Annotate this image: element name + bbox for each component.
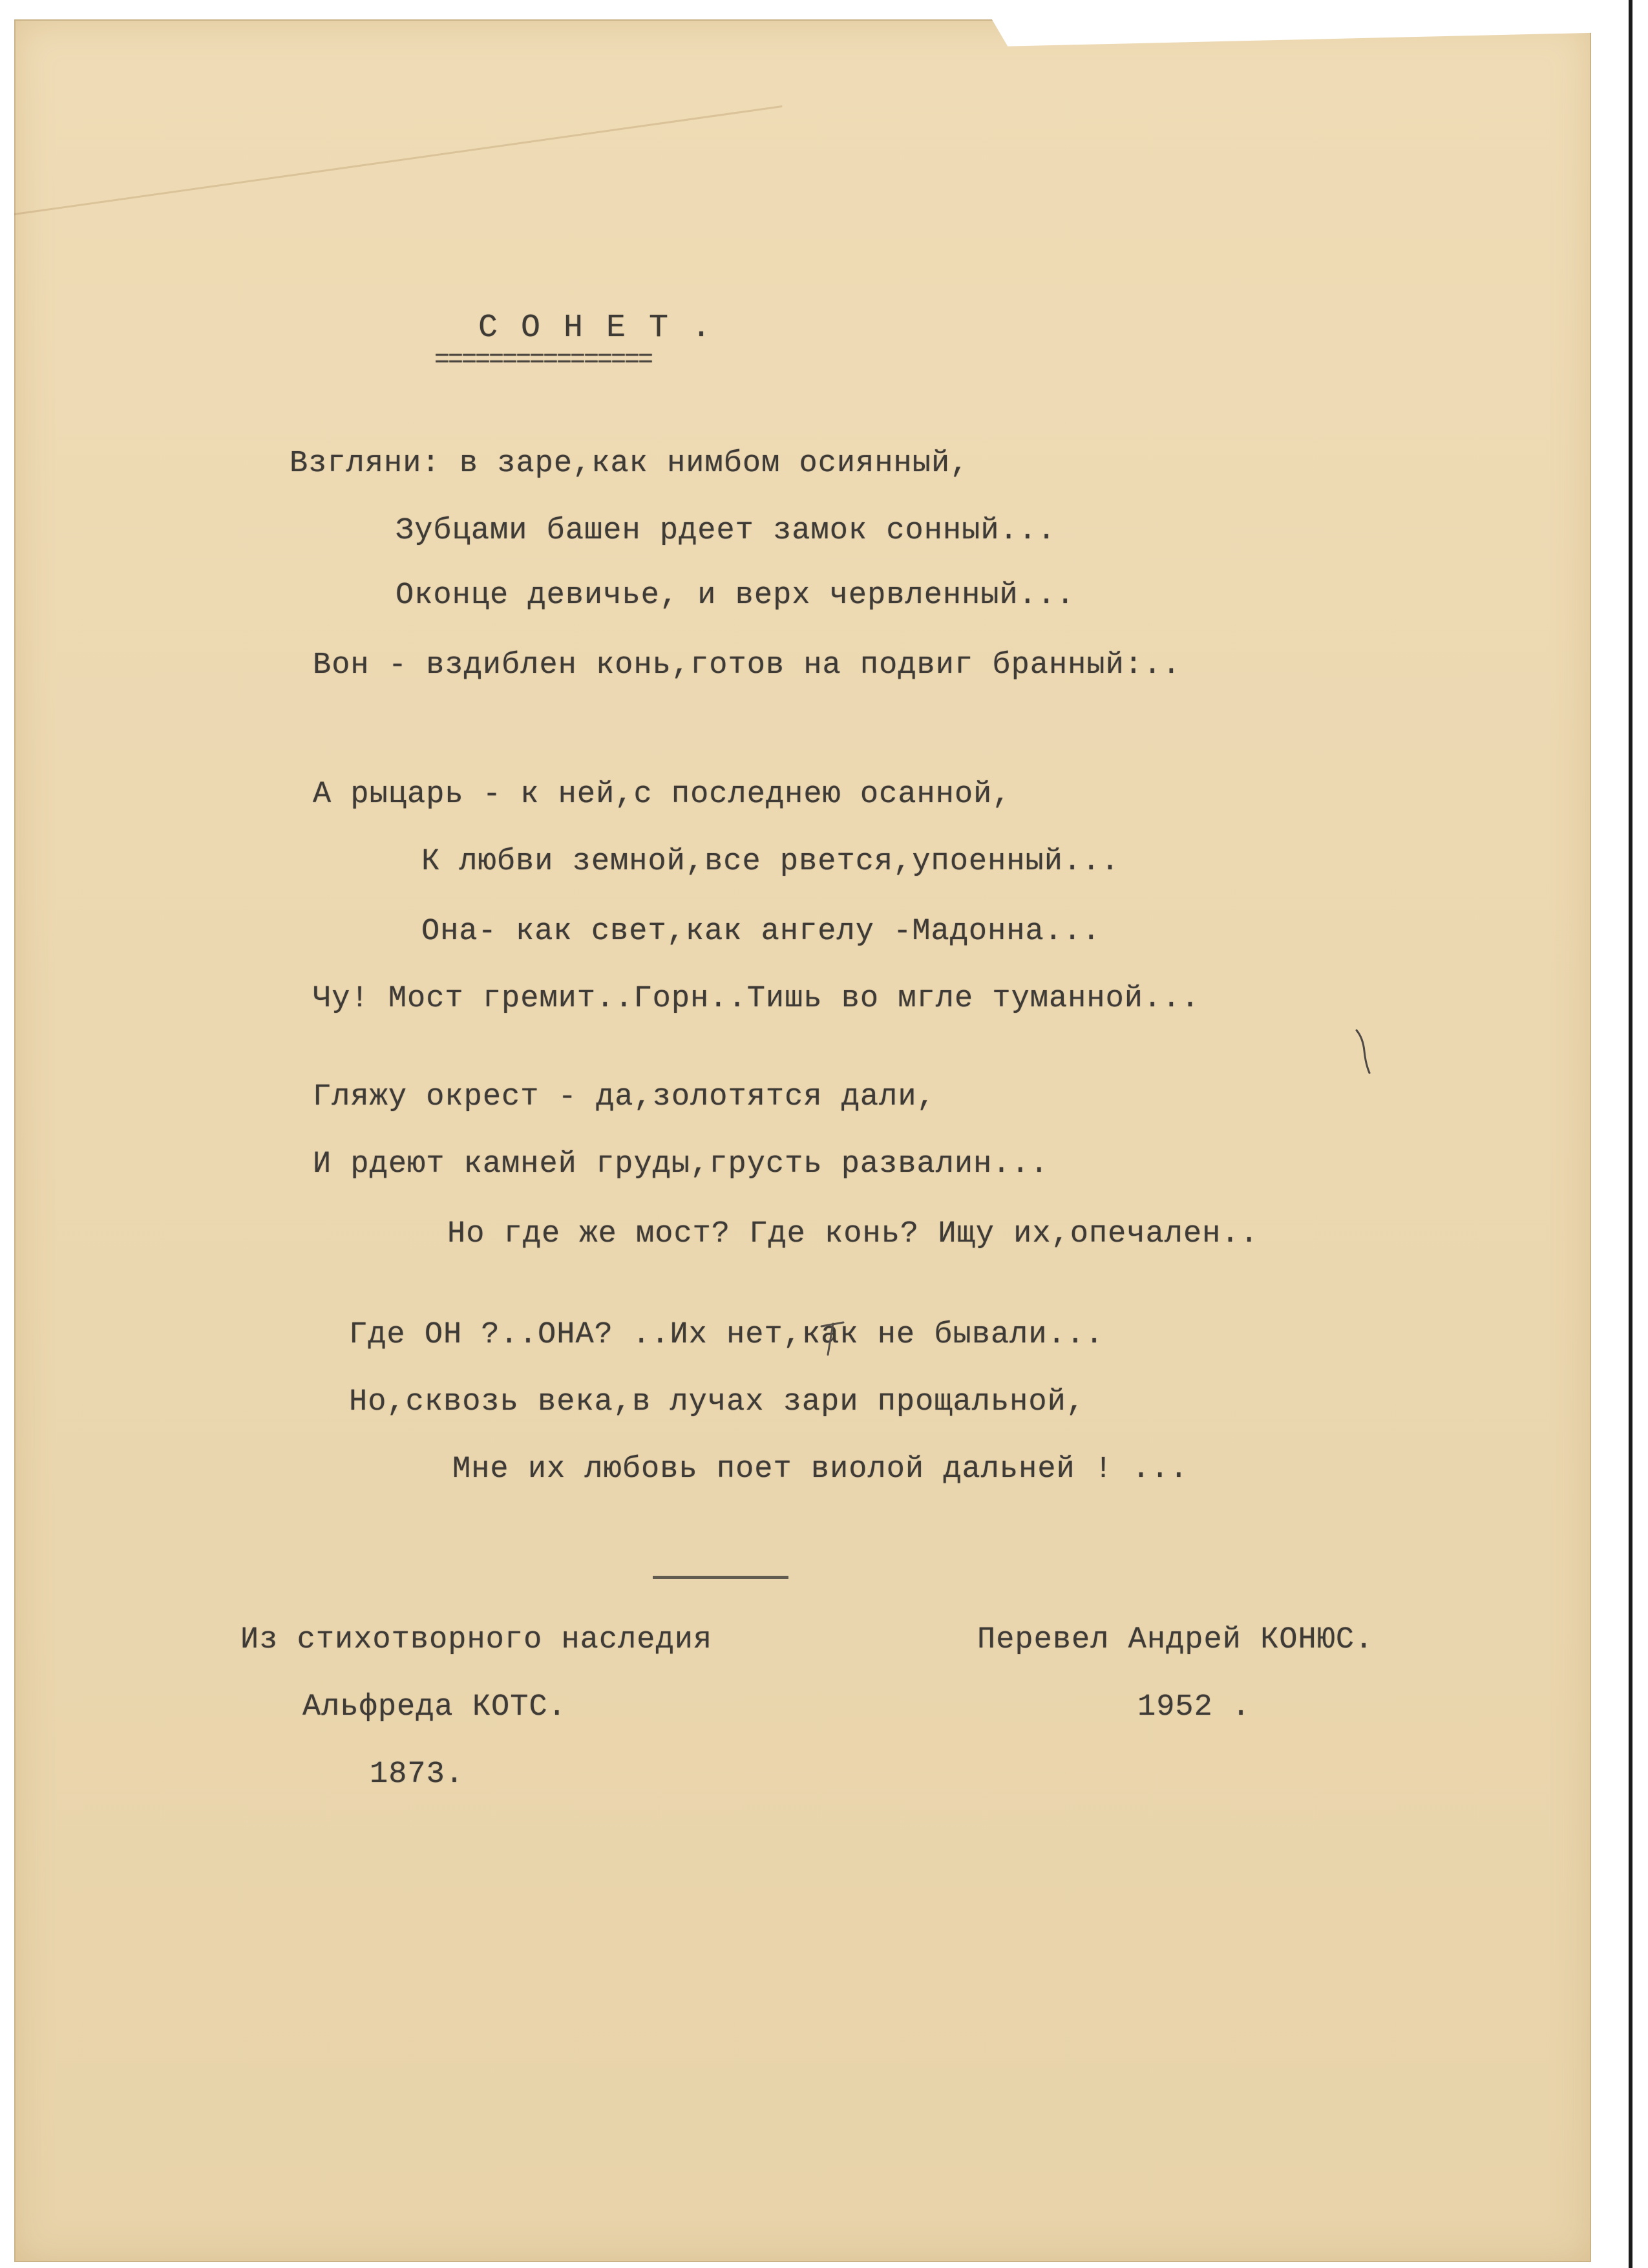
poem-line: И рдеют камней груды,грусть развалин... <box>313 1147 1049 1182</box>
poem-line: К любви земной,все рвется,упоенный... <box>421 845 1120 879</box>
poem-line: А рыцарь - к ней,с последнею осанной, <box>313 778 1011 812</box>
pencil-tick-mark <box>1354 1028 1373 1076</box>
author-name: Альфреда КОТС. <box>302 1690 567 1724</box>
poem-line: Но,сквозь века,в лучах зари прощальной, <box>349 1385 1085 1419</box>
poem-line: Зубцами башен рдеет замок сонный... <box>396 514 1057 548</box>
poem-line: Вон - вздиблен конь,готов на подвиг бранный:.. <box>313 648 1181 683</box>
poem-line: Но где же мост? Где конь? Ищу их,опечален.. <box>447 1217 1259 1251</box>
divider-line <box>653 1576 788 1579</box>
original-year: 1873. <box>370 1757 465 1792</box>
poem-line: Взгляни: в заре,как нимбом осиянный, <box>290 447 969 481</box>
translator-line: Перевел Андрей КОНЮС. <box>977 1623 1374 1657</box>
title-underline: ================ <box>434 346 652 375</box>
poem-title: С О Н Е Т . <box>478 310 713 346</box>
translation-year: 1952 . <box>1137 1690 1251 1724</box>
poem-line: Оконце девичье, и верх червленный... <box>396 578 1075 613</box>
poem-line: Где ОН ?..ОНА? ..Их нет,как не бывали... <box>349 1318 1104 1352</box>
paper-sheet <box>14 19 1591 2262</box>
poem-line: Чу! Мост гремит..Горн..Тишь во мгле туманной... <box>313 982 1200 1016</box>
scan-background <box>1596 0 1648 2268</box>
scanner-edge <box>1629 0 1632 2268</box>
poem-line: Она- как свет,как ангелу -Мадонна... <box>421 915 1101 949</box>
poem-line: Гляжу окрест - да,золотятся дали, <box>313 1080 936 1114</box>
poem-line: Мне их любовь поет виолой дальней ! ... <box>452 1452 1188 1487</box>
attribution-line: Из стихотворного наследия <box>240 1623 713 1657</box>
pencil-correction-mark <box>818 1319 847 1357</box>
